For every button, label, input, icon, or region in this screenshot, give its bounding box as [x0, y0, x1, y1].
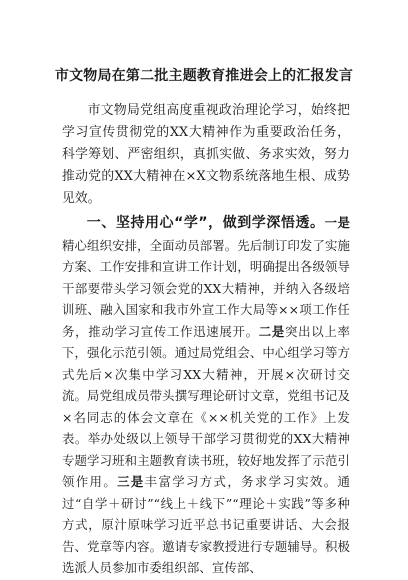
point-3-label: 三是 [117, 474, 145, 489]
document-title: 市文物局在第二批主题教育推进会上的汇报发言 [54, 68, 354, 84]
document-body [62, 100, 350, 579]
section-1-paragraph [62, 212, 350, 579]
point-1-text: 精心组织安排，全面动员部署。先后制订印发了实施方案、工作安排和宣讲工作计划，明确提出各级领导干部要带头学习领会党的XX大精神，并纳入各级培训班、融入国家和我市外宣工作大局等××项工作任务，推动学习宣传工作迅速展开。 [62, 237, 350, 339]
section-1-heading: 一、坚持用心“学”，做到学深悟透。 [86, 215, 325, 231]
point-2-text: 突出以上率下，强化示范引领。通过局党组会、中心组学习等方式先后×次集中学习XX大精神，开展×次研讨交流。局党组成员带头撰写理论研讨文章，党组书记及×名同志的体会文章在《××机关党的工作》上发表。举办处级以上领导干部学习贯彻党的XX大精神专题学习班和主题教育读书班，较好地发挥了示范引领作用。 [62, 323, 351, 489]
point-3-text: 丰富学习方式，务求学习实效。通过“自学＋研讨”“线上＋线下”“理论＋实践”等多种方式，原汁原味学习近平总书记重要讲话、大会报告、党章等内容。邀请专家教授进行专题辅导。积极选派人员参加市委组织部、宣传部、 [62, 474, 351, 575]
point-2-label: 二是 [258, 323, 286, 339]
point-1-label: 一是 [324, 215, 350, 230]
intro-paragraph: 市文物局党组高度重视政治理论学习，始终把学习宣传贯彻党的XX大精神作为重要政治任务，科学筹划、严密组织，真抓实做、务求实效，努力推动党的XX大精神在×X文物系统落地生根、成势见效。 [62, 103, 350, 206]
